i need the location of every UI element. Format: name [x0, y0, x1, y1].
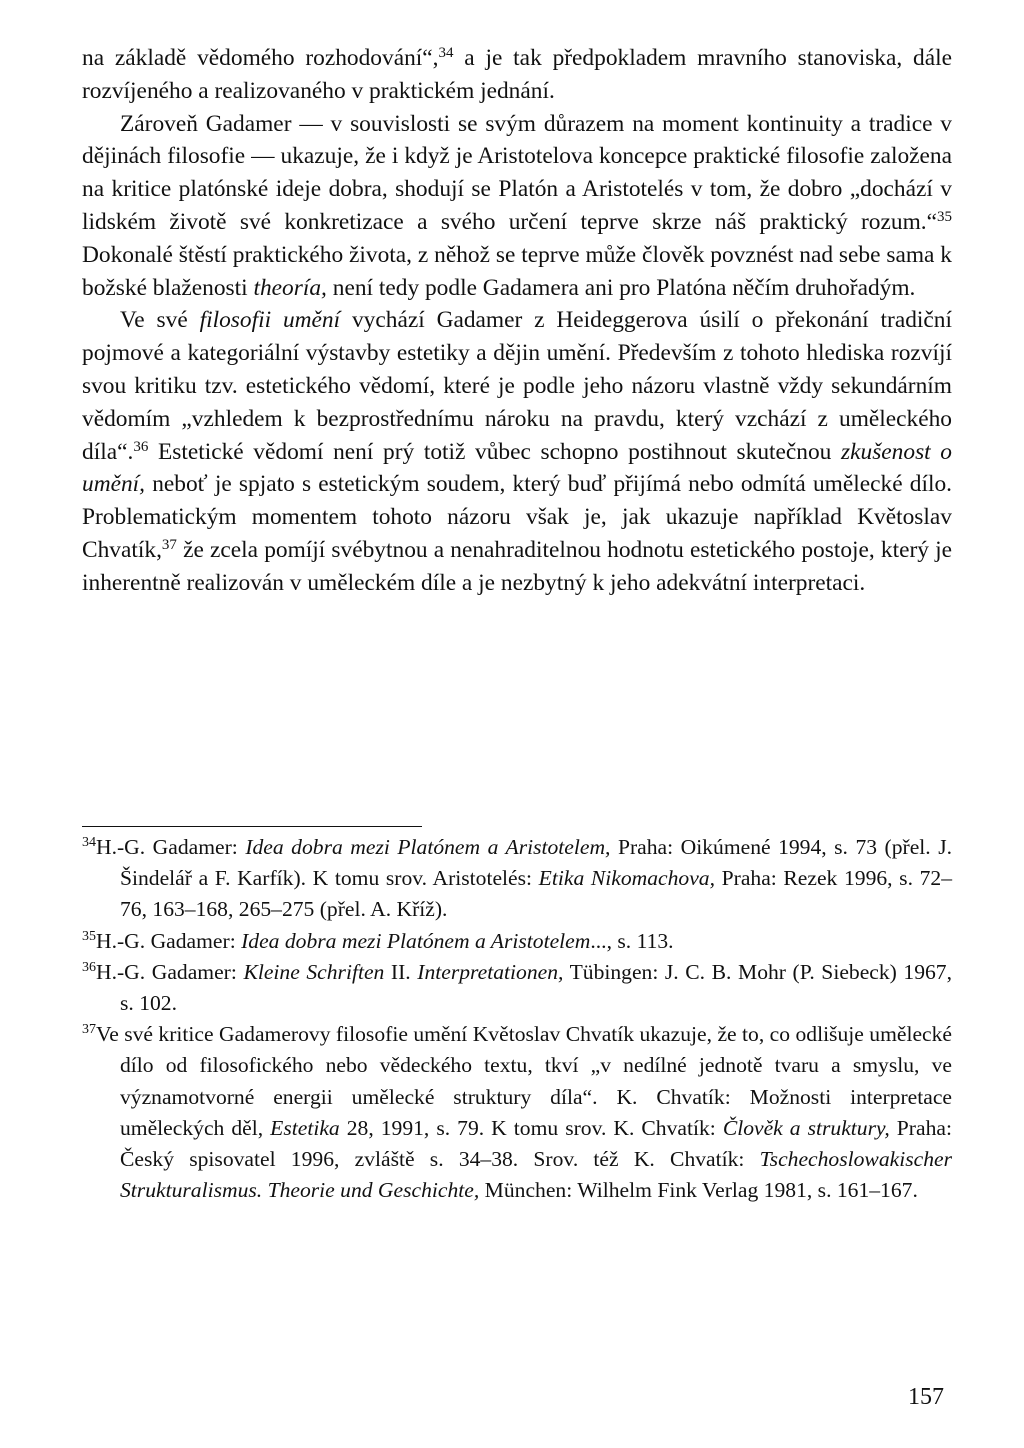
italic-title: Idea dobra mezi Platónem a Aristotelem,	[245, 835, 611, 859]
italic-title: Interpretationen,	[417, 959, 564, 984]
footnote-number: 36	[82, 959, 96, 975]
text-run: München: Wilhelm Fink Verlag 1981, s. 161–167.	[479, 1178, 918, 1203]
text-run: ..., s. 113.	[590, 928, 674, 953]
italic-term: zkušenost o umění,	[82, 438, 953, 498]
text-run: H.-G. Gadamer:	[96, 928, 242, 953]
text-run: Praha: Český spisovatel 1996, zvláště s. 34–38. Srov. též K. Chvatík:	[120, 1115, 952, 1172]
text-run: na základě vědomého rozhodování“,	[82, 45, 439, 71]
text-run: vychází Gadamer z Heideggerova úsilí o překonání tradiční pojmové a kategoriální výstavby estetiky a dějin umění. Především z tohoto hlediska rozvíjí svou kritiku tzv. estetického vědomí, které je podle jeho názoru vlastně vždy sekundárním vědomím „vzhledem k bezprostřednímu nároku na pravdu, který vzchází z uměleckého díla“.	[82, 307, 952, 465]
footnote-divider	[82, 826, 422, 827]
footnote-number: 37	[82, 1022, 96, 1038]
footnotes	[82, 832, 952, 1206]
page-body	[82, 42, 952, 600]
italic-term: theoría,	[253, 274, 327, 301]
text-run: neboť je spjato s estetickým soudem, který buď přijímá nebo odmítá umělecké dílo. Problematickým momentem tohoto názoru však je, jak ukazuje například Květoslav Chvatík,	[82, 471, 952, 563]
footnote-ref-36[interactable]: 36	[133, 438, 149, 455]
text-run: H.-G. Gadamer:	[96, 959, 244, 984]
italic-title: Idea dobra mezi Platónem a Aristotelem	[241, 928, 591, 953]
footnote-ref-37[interactable]: 37	[161, 536, 177, 553]
text-run: Dokonalé štěstí praktického života, z něhož se teprve může člověk povznést nad sebe sama k božské blaženosti	[82, 241, 952, 301]
body-text	[82, 42, 952, 600]
text-run: Estetické vědomí není prý totiž vůbec schopno postihnout skutečnou	[148, 438, 842, 465]
text-run: H.-G. Gadamer:	[96, 835, 246, 859]
footnote-36	[82, 957, 952, 1019]
italic-title: Tschechoslowakischer Strukturalismus. Theorie und Geschichte,	[120, 1147, 952, 1203]
page-number: 157	[908, 1384, 944, 1410]
footnote-number: 35	[82, 928, 96, 944]
paragraph-2	[82, 108, 952, 305]
paragraph-1	[82, 42, 952, 108]
footnote-number: 34	[82, 835, 96, 850]
text-run: Ve své	[120, 307, 200, 334]
text-run: Praha: Rezek 1996, s. 72–76, 163–168, 265–275 (přel. A. Kříž).	[120, 866, 952, 922]
text-run: není tedy podle Gadamera ani pro Platóna něčím druhořadým.	[326, 274, 916, 301]
italic-title: Etika Nikomachova,	[538, 866, 715, 891]
footnote-34	[82, 832, 952, 926]
text-run: Ve své kritice Gadamerovy filosofie umění Květoslav Chvatík ukazuje, že to, co odlišuje umělecké dílo od filosofického nebo vědeckého textu, tkví „v nedílné jednotě tvaru a smyslu, ve významotvorné energii umělecké struktury díla“. K. Chvatík: Možnosti interpretace uměleckých děl,	[96, 1022, 952, 1140]
italic-title: Estetika	[270, 1115, 340, 1140]
italic-term: filosofii umění	[199, 307, 341, 334]
footnote-35	[82, 926, 952, 957]
text-run: že zcela pomíjí svébytnou a nenahraditelnou hodnotu estetického postoje, který je inherentně realizován v uměleckém díle a je nezbytný k jeho adekvátní interpretaci.	[82, 536, 952, 596]
text-run: Zároveň Gadamer — v souvislosti se svým důrazem na moment kontinuity a tradice v dějinách filosofie — ukazuje, že i když je Aristotelova koncepce praktické filosofie založena na kritice platónské ideje dobra, shodují se Platón a Aristotelés v tom, že dobro „dochází v lidském životě své konkretizace a svého určení teprve skrze náš praktický rozum.“	[82, 110, 952, 235]
text-run: Praha: Oikúmené 1994, s. 73 (přel. J. Šindelář a F. Karfík). K tomu srov. Aristotelés:	[120, 835, 953, 891]
footnote-ref-34[interactable]: 34	[438, 45, 454, 61]
italic-title: Kleine Schriften	[243, 959, 385, 984]
footnote-ref-35[interactable]: 35	[937, 208, 952, 225]
text-run: 28, 1991, s. 79. K tomu srov. K. Chvatík:	[339, 1115, 723, 1140]
text-run: Tübingen: J. C. B. Mohr (P. Siebeck) 1967, s. 102.	[120, 959, 953, 1016]
italic-title: Člověk a struktury,	[722, 1115, 890, 1140]
paragraph-3	[82, 304, 952, 599]
text-run: II.	[384, 959, 418, 984]
footnote-37	[82, 1019, 952, 1206]
text-run: a je tak předpokladem mravního stanoviska, dále rozvíjeného a realizovaného v praktickém jednání.	[82, 45, 952, 104]
